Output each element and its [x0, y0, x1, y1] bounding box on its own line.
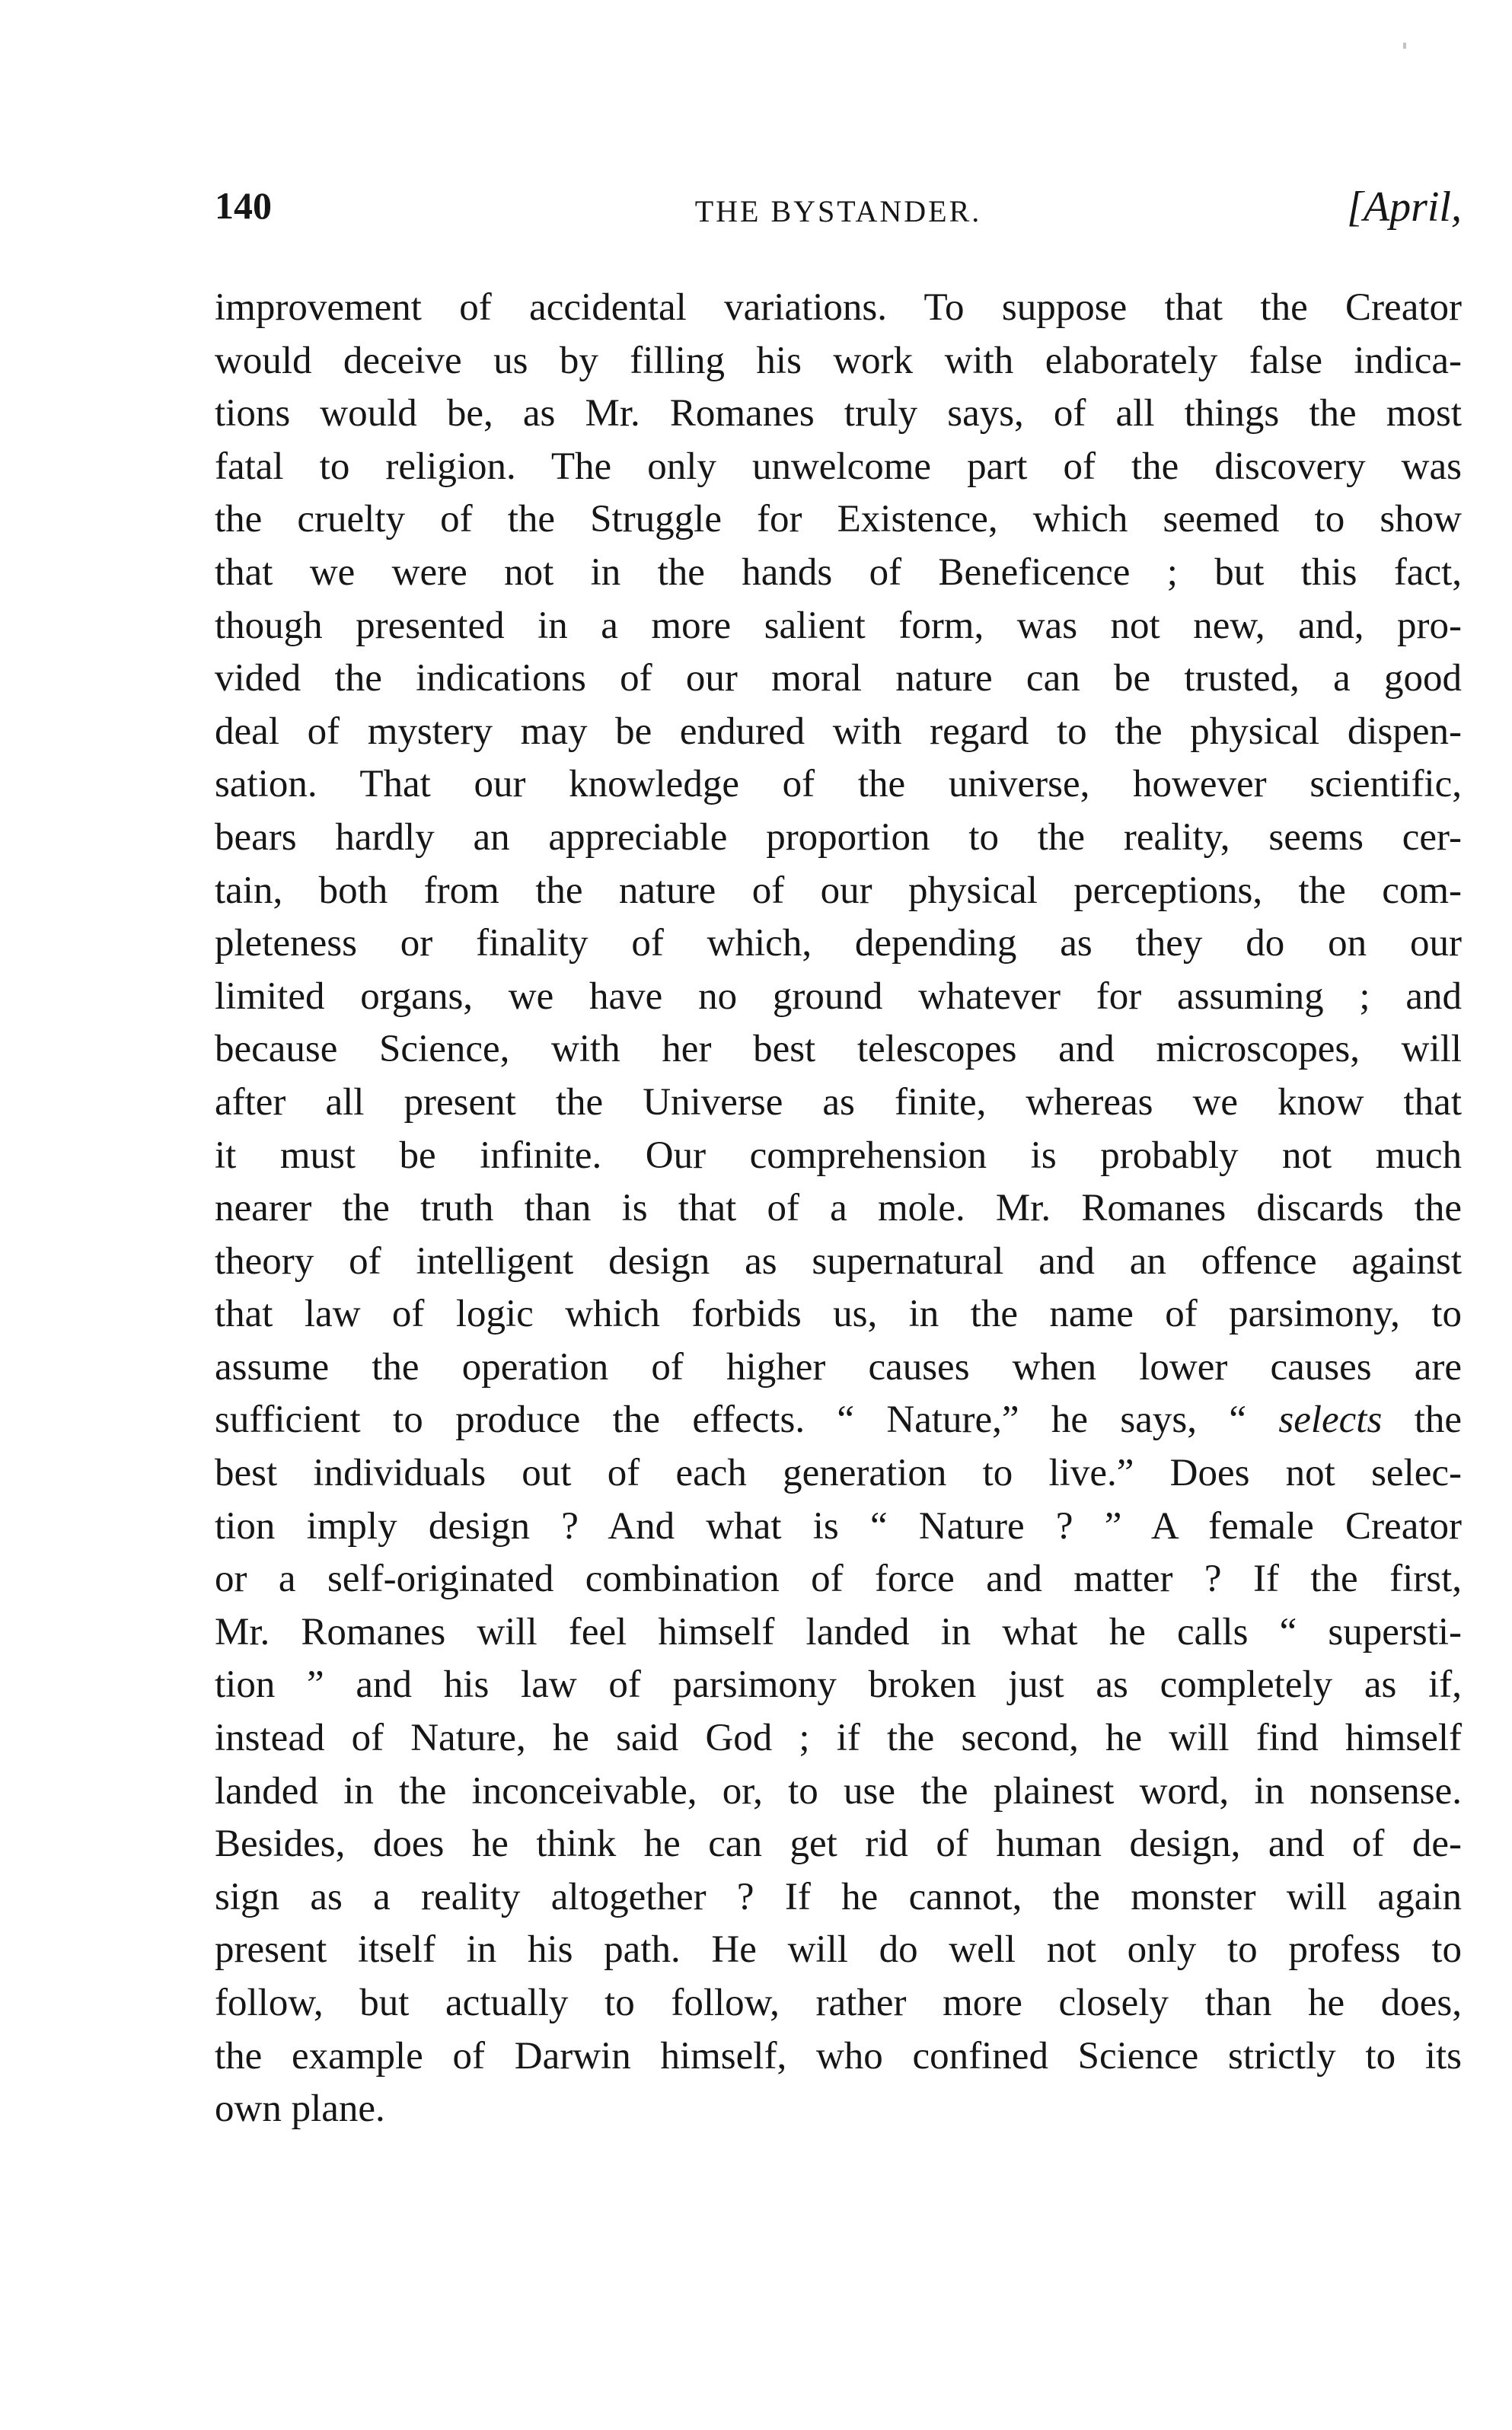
running-title: THE BYSTANDER.	[694, 194, 982, 228]
text-line: because Science, with her best telescopes and microscopes, will	[215, 1028, 1462, 1071]
running-head	[215, 183, 1462, 251]
text-line: tion imply design ? And what is “ Nature ? ” A female Creator	[215, 1504, 1462, 1548]
text-line: that law of logic which forbids us, in the name of parsimony, to	[215, 1293, 1462, 1336]
text-line: theory of intelligent design as supernatural and an offence against	[215, 1239, 1462, 1283]
text-line: Besides, does he think he can get rid of human design, and of de-	[215, 1822, 1462, 1866]
text-line: sation. That our knowledge of the universe, however scientific,	[215, 763, 1462, 806]
text-line: assume the operation of higher causes when lower causes are	[215, 1345, 1462, 1389]
text-line: bears hardly an appreciable proportion to the reality, seems cer-	[215, 815, 1462, 859]
text-line: the cruelty of the Struggle for Existence, which seemed to show	[215, 498, 1462, 541]
text-line: fatal to religion. The only unwelcome part of the discovery was	[215, 445, 1462, 488]
text-line: it must be infinite. Our comprehension is probably not much	[215, 1134, 1462, 1177]
text-line: or a self-originated combination of force and matter ? If the first,	[215, 1558, 1462, 1601]
text-line: best individuals out of each generation to live.” Does not selec-	[215, 1452, 1462, 1495]
text-line: pleteness or finality of which, depending as they do on our	[215, 922, 1462, 965]
text-line: tions would be, as Mr. Romanes truly says, of all things the most	[215, 392, 1462, 435]
text-line: sign as a reality altogether ? If he cannot, the monster will again	[215, 1875, 1462, 1918]
text-line: follow, but actually to follow, rather more closely than he does,	[215, 1982, 1462, 2024]
text-line: sufficient to produce the effects. “ Nature,” he says, “ selects the	[215, 1398, 1462, 1442]
text-line: present itself in his path. He will do well not only to profess to	[215, 1928, 1462, 1972]
running-date: [April,	[1347, 183, 1462, 231]
text-line: that we were not in the hands of Beneficence ; but this fact,	[215, 550, 1462, 594]
text-line: deal of mystery may be endured with regard to the physical dispen-	[215, 710, 1462, 753]
text-line: landed in the inconceivable, or, to use the plainest word, in nonsense.	[215, 1769, 1462, 1813]
text-line: nearer the truth than is that of a mole. Mr. Romanes discards the	[215, 1187, 1462, 1230]
page-number: 140	[215, 184, 272, 227]
scan-speck	[1403, 43, 1406, 49]
text-line: improvement of accidental variations. To suppose that the Creator	[215, 286, 1462, 329]
body-text	[215, 282, 1462, 2136]
text-line: tain, both from the nature of our physical perceptions, the com-	[215, 869, 1462, 912]
text-line: though presented in a more salient form, was not new, and, pro-	[215, 604, 1462, 647]
text-line: instead of Nature, he said God ; if the second, he will find himself	[215, 1717, 1462, 1760]
text-line: after all present the Universe as finite, whereas we know that	[215, 1080, 1462, 1124]
text-line: Mr. Romanes will feel himself landed in what he calls “ supersti-	[215, 1610, 1462, 1653]
text-line-last: own plane.	[215, 2087, 385, 2131]
text-line: vided the indications of our moral nature can be trusted, a good	[215, 657, 1462, 700]
text-line: would deceive us by filling his work with elaborately false indica-	[215, 339, 1462, 382]
text-line: the example of Darwin himself, who confined Science strictly to its	[215, 2034, 1462, 2078]
emphasis: selects	[1278, 1398, 1383, 1442]
text-line: tion ” and his law of parsimony broken just as completely as if,	[215, 1663, 1462, 1707]
text-line: limited organs, we have no ground whatever for assuming ; and	[215, 974, 1462, 1018]
